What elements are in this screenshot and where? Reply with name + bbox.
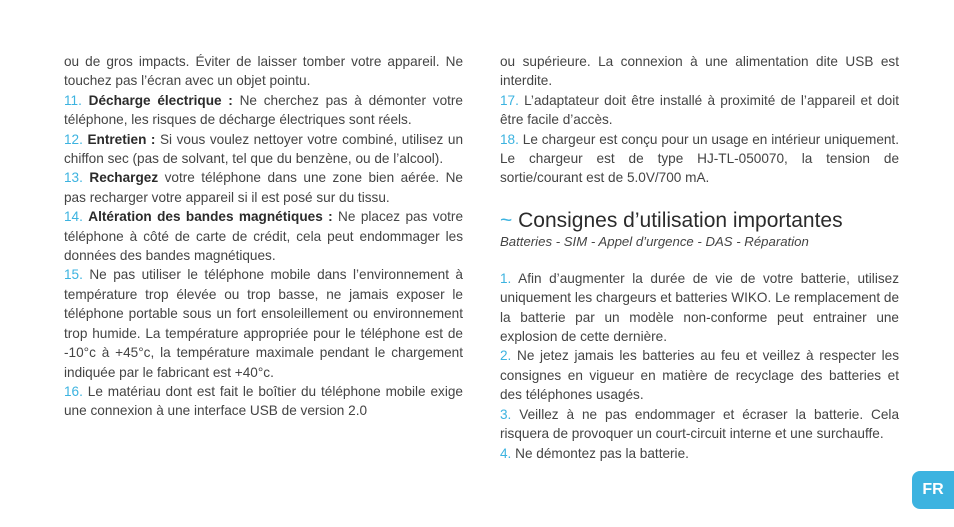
section-subtitle: Batteries - SIM - Appel d’urgence - DAS - Réparation bbox=[500, 233, 809, 249]
language-badge: FR bbox=[912, 471, 954, 509]
list-item: 14. Altération des bandes magnétiques : Ne placez pas votre téléphone à côté de carte de crédit, cela peut endommager les données des bandes magnétiques. bbox=[64, 209, 464, 264]
list-item: 12. Entretien : Si vous voulez nettoyer votre combiné, utilisez un chiffon sec (pas de solvant, tel que du benzène, ou de l’alcool). bbox=[64, 131, 464, 167]
list-item: 1. Afin d’augmenter la durée de vie de votre batterie, utilisez uniquement les chargeurs et batteries WIKO. Le remplacement de la batterie par un modèle non-conforme peut entrainer une explosion de cette dernière. bbox=[500, 270, 899, 345]
list-item: 15. Ne pas utiliser le téléphone mobile dans l’environnement à température trop élevée ou trop basse, ne jamais exposer le téléphone portable sous un fort ensoleillement ou environnement trop humide. La température appropriée pour le téléphone est de -10°c à +45°c, la température maximale pendant le chargement indiquée par le fabricant est +40°c. bbox=[64, 267, 463, 380]
right-intro: ou supérieure. La connexion à une alimentation dite USB est interdite. bbox=[500, 54, 899, 89]
list-item: 16. Le matériau dont est fait le boîtier du téléphone mobile exige une connexion à une interface USB de version 2.0 bbox=[64, 383, 463, 419]
list-item: 2. Ne jetez jamais les batteries au feu et veillez à respecter les consignes en vigueur en matière de recyclage des batteries et des téléphones usagés. bbox=[500, 348, 899, 403]
left-column bbox=[64, 52, 463, 421]
list-item: 3. Veillez à ne pas endommager et écraser la batterie. Cela risquera de provoquer un court-circuit interne et une surchauffe. bbox=[500, 406, 899, 442]
list-item: 17. L’adaptateur doit être installé à proximité de l’appareil et doit être facile d’accès. bbox=[500, 92, 899, 128]
list-item: 4. Ne démontez pas la batterie. bbox=[500, 445, 689, 461]
left-intro: ou de gros impacts. Éviter de laisser tomber votre appareil. Ne touchez pas l’écran avec un objet pointu. bbox=[64, 54, 463, 89]
right-column bbox=[500, 52, 899, 463]
list-item: 18. Le chargeur est conçu pour un usage en intérieur uniquement. Le chargeur est de type HJ-TL-050070, la tension de sortie/courant est de 5.0V/700 mA. bbox=[500, 131, 899, 186]
section-title: ~ Consignes d’utilisation importantes bbox=[500, 208, 843, 232]
tilde-icon: ~ bbox=[500, 208, 513, 232]
list-item: 11. Décharge électrique : Ne cherchez pas à démonter votre téléphone, les risques de décharge électriques sont réels. bbox=[64, 92, 463, 128]
list-item: 13. Rechargez votre téléphone dans une zone bien aérée. Ne pas recharger votre appareil si il est posé sur du tissu. bbox=[64, 170, 463, 205]
